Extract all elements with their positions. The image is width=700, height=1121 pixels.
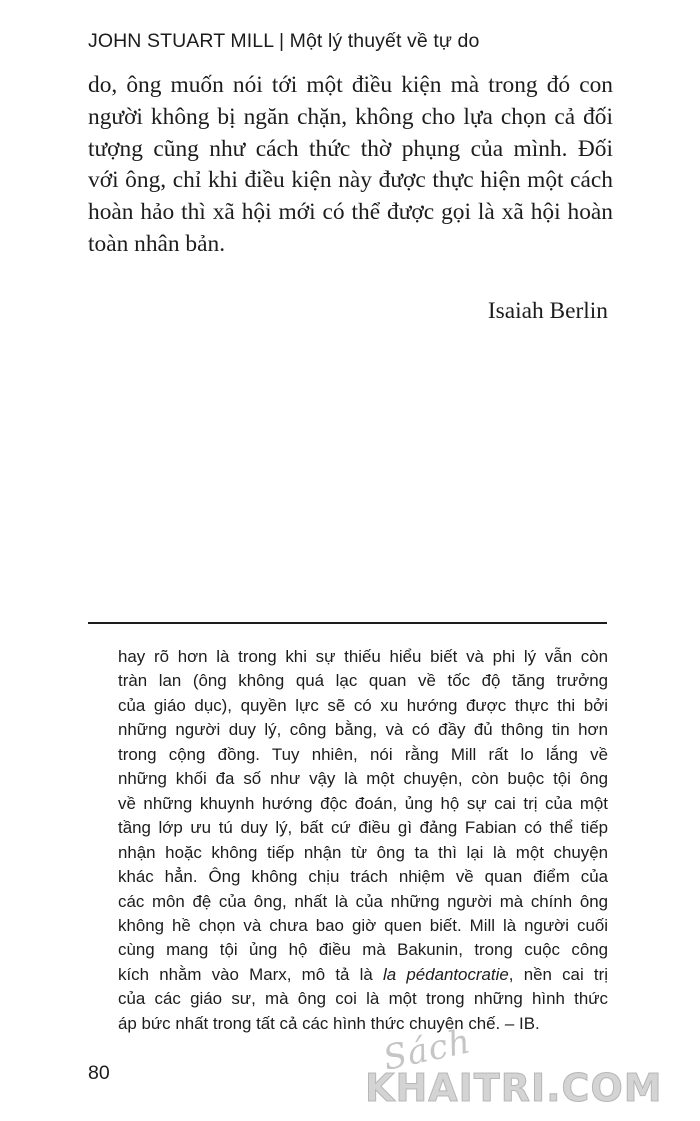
watermark-brand: KHAITRI.COM [365,1066,663,1110]
footnote-line-italic [118,963,608,987]
footnote-line: tầng lớp ưu tú duy lý, bất cứ điều gì đảng Fabian có thể tiếp [118,818,608,838]
body-line: người không bị ngăn chặn, không cho lựa chọn cả đối [88,103,613,130]
watermark-logo [365,1021,685,1112]
body-line: do, ông muốn nói tới một điều kiện mà trong đó con [88,72,613,98]
footnote-line: của các giáo sư, mà ông coi là một trong những hình thức [118,989,608,1009]
footnote-line: những khối đa số như vậy là một chuyện, còn buộc tội ông [118,769,608,789]
body-line: hoàn hảo thì xã hội mới có thể được gọi là xã hội hoàn [88,199,613,226]
body-line: toàn nhân bản. [88,230,226,257]
footnote-line: của giáo dục), quyền lực sẽ có xu hướng được thực thi bởi [118,695,608,715]
running-header: JOHN STUART MILL | Một lý thuyết về tự do [88,30,480,52]
body-paragraph [88,70,613,261]
footnote-line: áp bức nhất trong tất cả các hình thức chuyên chế. – IB. [118,1013,540,1033]
footnote-line: khác hẳn. Ông không chịu trách nhiệm về quan điểm của [118,867,608,887]
footnote-line: những người duy lý, công bằng, và có đầy đủ thông tin hơn [118,720,608,740]
footnote-line: nhận hoặc không tiếp nhận từ ông ta thì lại là một chuyện [118,842,608,862]
italic-term: la pédantocratie [383,964,509,984]
footnote-line: về những khuynh hướng độc đoán, ủng hộ sự cai trị của một [118,793,608,813]
page-number: 80 [88,1062,110,1084]
watermark-script: Sách [379,1021,475,1079]
footnote-line: các môn đệ của ông, nhất là của những người mà chính ông [118,891,608,911]
footnote-line: tràn lan (ông không quá lạc quan về tốc độ tăng trưởng [118,671,608,691]
footnote-text: kích nhằm vào Marx, mô tả là [118,964,384,984]
footnote-line: cùng mang tội ủng hộ điều mà Bakunin, trong cuộc công [118,940,608,960]
footnote-line: không hề chọn và chưa bao giờ quen biết. Mill là người cuối [118,915,608,935]
footnote [118,645,608,1036]
footnote-text: , nền cai trị [508,964,608,984]
body-line: với ông, chỉ khi điều kiện này được thực hiện một cách [88,167,613,194]
body-line: tượng cũng như cách thức thờ phụng của mình. Đối [88,135,613,162]
author-signature: Isaiah Berlin [487,298,608,324]
footnote-divider [88,622,607,624]
footnote-line: hay rõ hơn là trong khi sự thiếu hiểu biết và phi lý vẫn còn [118,647,608,666]
footnote-line: trong cộng đồng. Tuy nhiên, nói rằng Mill rất lo lắng về [118,744,608,764]
